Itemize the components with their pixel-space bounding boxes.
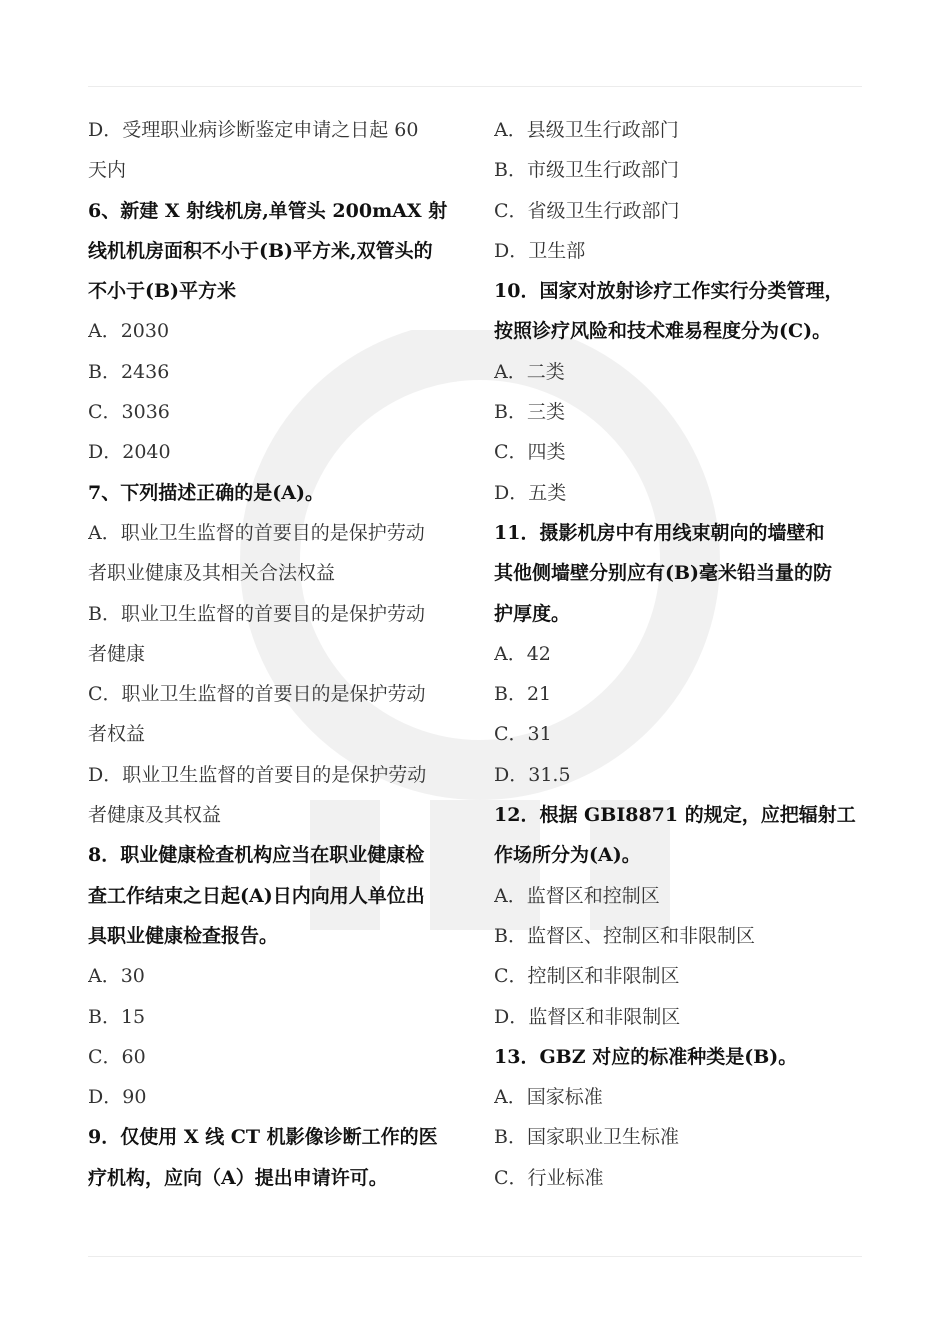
option-line: D．卫生部	[494, 239, 586, 262]
option-line: 者健康及其权益	[88, 804, 222, 827]
option-line: C．职业卫生监督的首要日的是保护劳动	[88, 683, 426, 706]
option-line: 者权益	[88, 723, 146, 746]
question-line: 其他侧墙壁分别应有(B)毫米铅当量的防	[494, 562, 833, 585]
option-line: C．行业标准	[494, 1166, 604, 1189]
option-line: B．市级卫生行政部门	[494, 159, 679, 182]
right-column	[494, 110, 866, 1198]
option-line: A．县级卫生行政部门	[494, 119, 679, 141]
option-line: B．监督区、控制区和非限制区	[494, 924, 755, 947]
option-line: C．四类	[494, 441, 566, 464]
option-line: A．30	[88, 965, 145, 988]
option-line: B．2436	[88, 360, 170, 383]
option-line: 者健康	[88, 642, 146, 665]
footer-rule	[88, 1256, 862, 1257]
option-line: A．42	[494, 642, 551, 665]
option-line: B．国家职业卫生标准	[494, 1126, 679, 1149]
question-line: 13．GBZ 对应的标准种类是(B)。	[494, 1045, 798, 1068]
left-column	[88, 110, 460, 1198]
header-rule	[88, 86, 862, 87]
question-line: 护厚度。	[494, 602, 571, 625]
option-line: D．监督区和非限制区	[494, 1005, 681, 1028]
option-line: D．90	[88, 1086, 147, 1109]
option-line: C．省级卫生行政部门	[494, 199, 680, 222]
question-line: 9．仅使用 X 线 CT 机影像诊断工作的医	[88, 1126, 438, 1149]
option-line: D．受理职业病诊断鉴定申请之日起 60	[88, 119, 419, 141]
question-line: 7、下列描述正确的是(A)。	[88, 481, 324, 504]
option-line: 天内	[88, 159, 127, 182]
option-line: D．五类	[494, 481, 567, 504]
option-line: A．监督区和控制区	[494, 884, 660, 907]
question-line: 线机机房面积不小于(B)平方米,双管头的	[88, 239, 433, 262]
option-line: C．31	[494, 723, 552, 746]
option-line: A．职业卫生监督的首要目的是保护劳动	[88, 521, 425, 544]
question-line: 查工作结束之日起(A)日内向用人单位出	[88, 884, 425, 907]
option-line: D．2040	[88, 441, 171, 464]
option-line: 者职业健康及其相关合法权益	[88, 562, 336, 585]
option-line: D．31.5	[494, 763, 571, 786]
option-line: B．15	[88, 1005, 146, 1028]
question-line: 具职业健康检查报告。	[88, 924, 279, 947]
question-line: 8．职业健康检查机构应当在职业健康检	[88, 844, 425, 867]
question-line: 12．根据 GBI8871 的规定，应把辐射工	[494, 804, 856, 827]
option-line: B．21	[494, 683, 552, 706]
option-line: B．三类	[494, 401, 565, 424]
question-line: 按照诊疗风险和技术难易程度分为(C)。	[494, 320, 832, 343]
option-line: C．控制区和非限制区	[494, 965, 680, 988]
question-line: 作场所分为(A)。	[494, 844, 641, 867]
question-line: 不小于(B)平方米	[88, 280, 237, 303]
option-line: A．2030	[88, 320, 170, 343]
option-line: C．3036	[88, 401, 170, 424]
option-line: D．职业卫生监督的首要目的是保护劳动	[88, 763, 427, 786]
question-line: 6、新建 X 射线机房,单管头 200mAX 射	[88, 199, 448, 222]
option-line: A．国家标准	[494, 1086, 603, 1109]
option-line: B．职业卫生监督的首要目的是保护劳动	[88, 602, 425, 625]
question-line: 10．国家对放射诊疗工作实行分类管理，	[494, 280, 844, 303]
option-line: C．60	[88, 1045, 146, 1068]
question-line: 疗机构，应向（A）提出申请许可。	[88, 1166, 388, 1189]
question-line: 11．摄影机房中有用线束朝向的墙壁和	[494, 521, 825, 544]
option-line: A．二类	[494, 360, 565, 383]
